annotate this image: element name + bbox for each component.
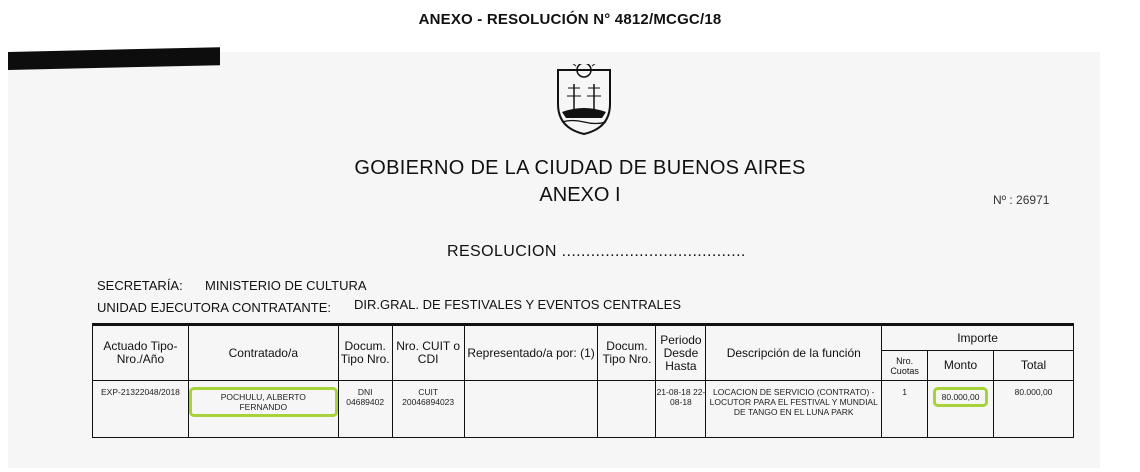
cell-representado xyxy=(464,381,598,438)
document-number: Nº : 26971 xyxy=(993,193,1050,207)
header-docum-2: Docum. Tipo Nro. xyxy=(598,325,656,381)
header-actuado: Actuado Tipo-Nro./Año xyxy=(93,325,189,381)
contratado-highlight: POCHULU, ALBERTO FERNANDO xyxy=(189,387,338,417)
unidad-value: DIR.GRAL. DE FESTIVALES Y EVENTOS CENTRALES xyxy=(354,297,682,312)
buenos-aires-coat-of-arms-icon xyxy=(552,64,616,136)
header-descripcion: Descripción de la función xyxy=(706,325,882,381)
cell-periodo: 21-08-18 22-08-18 xyxy=(656,381,706,438)
cell-cuotas: 1 xyxy=(882,381,928,438)
page-title: ANEXO - RESOLUCIÓN N° 4812/MCGC/18 xyxy=(418,11,722,28)
header-contratado: Contratado/a xyxy=(188,325,338,381)
resolucion-line: RESOLUCION ...................................... xyxy=(447,243,746,260)
header-docum: Docum. Tipo Nro. xyxy=(338,325,392,381)
cell-docum-2 xyxy=(598,381,656,438)
anexo-title: ANEXO I xyxy=(539,184,621,206)
header-periodo: Periodo Desde Hasta xyxy=(656,325,706,381)
header-representado: Representado/a por: (1) xyxy=(464,325,598,381)
cell-descripcion: LOCACION DE SERVICIO (CONTRATO) - LOCUTOR PARA EL FESTIVAL Y MUNDIAL DE TANGO EN EL LUNA PARK xyxy=(706,381,882,438)
cell-actuado: EXP-21322048/2018 xyxy=(93,381,189,438)
cell-contratado xyxy=(188,381,338,438)
secretaria-line xyxy=(97,278,367,293)
header-nro-cuotas: Nro. Cuotas xyxy=(882,351,928,381)
secretaria-value: MINISTERIO DE CULTURA xyxy=(205,278,367,293)
unidad-label: UNIDAD EJECUTORA CONTRATANTE: xyxy=(97,300,332,315)
header-total: Total xyxy=(994,351,1074,381)
table-row xyxy=(93,381,1074,438)
government-title: GOBIERNO DE LA CIUDAD DE BUENOS AIRES xyxy=(354,157,806,179)
contract-table xyxy=(92,323,1074,438)
monto-highlight: 80.000,00 xyxy=(933,387,989,407)
cell-monto xyxy=(928,381,994,438)
unidad-line xyxy=(97,297,682,315)
header-cuit: Nro. CUIT o CDI xyxy=(392,325,464,381)
header-importe: Importe xyxy=(882,325,1074,351)
secretaria-label: SECRETARÍA: xyxy=(97,278,183,293)
header-monto: Monto xyxy=(928,351,994,381)
cell-cuit: CUIT 20046894023 xyxy=(392,381,464,438)
cell-total: 80.000,00 xyxy=(994,381,1074,438)
cell-docum: DNI 04689402 xyxy=(338,381,392,438)
